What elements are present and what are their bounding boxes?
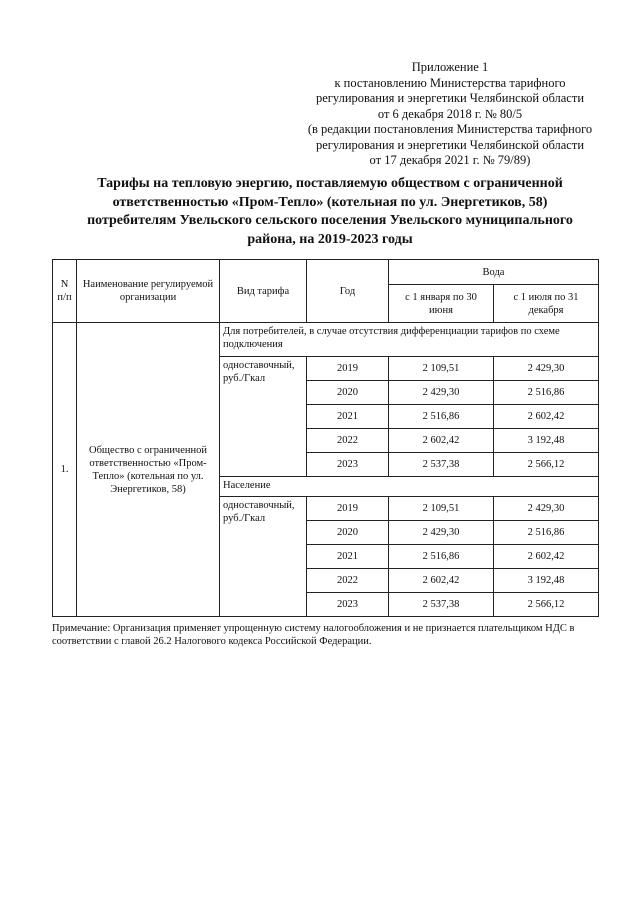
year-cell: 2021	[307, 405, 389, 429]
appendix-line: Приложение 1	[411, 60, 489, 74]
header-period-1: с 1 января по 30 июня	[389, 285, 494, 323]
value-h1: 2 516,86	[389, 545, 494, 569]
value-h2: 2 429,30	[494, 357, 599, 381]
value-h2: 2 516,86	[494, 381, 599, 405]
value-h2: 2 429,30	[494, 497, 599, 521]
year-cell: 2019	[307, 497, 389, 521]
value-h2: 2 602,42	[494, 405, 599, 429]
year-cell: 2023	[307, 453, 389, 477]
value-h1: 2 602,42	[389, 429, 494, 453]
section-label-2: Население	[220, 477, 599, 497]
header-organization: Наименование регулируемой организации	[77, 260, 220, 323]
document-title	[60, 175, 600, 249]
organization-name: Общество с ограниченной ответственностью «Пром-Тепло» (котельная по ул. Энергетиков, 58)	[77, 323, 220, 617]
title-line: Тарифы на тепловую энергию, поставляемую обществом с ограниченной	[97, 176, 563, 191]
tariff-type-1: одноставочный, руб./Гкал	[220, 357, 307, 477]
value-h2: 3 192,48	[494, 429, 599, 453]
appendix-line: регулирования и энергетики Челябинской области	[315, 137, 585, 152]
year-cell: 2019	[307, 357, 389, 381]
value-h1: 2 537,38	[389, 593, 494, 617]
appendix-line: от 6 декабря 2018 г. № 80/5	[377, 106, 523, 121]
title-line: ответственностью «Пром-Тепло» (котельная по ул. Энергетиков, 58)	[112, 194, 548, 210]
title-line: потребителям Увельского сельского поселения Увельского муниципального	[87, 213, 573, 228]
year-cell: 2022	[307, 569, 389, 593]
header-num: N п/п	[53, 260, 77, 323]
tariff-type-2: одноставочный, руб./Гкал	[220, 497, 307, 617]
appendix-line: (в редакции постановления Министерства тарифного	[307, 122, 593, 136]
value-h2: 2 566,12	[494, 453, 599, 477]
value-h1: 2 109,51	[389, 497, 494, 521]
header-year: Год	[307, 260, 389, 323]
value-h1: 2 429,30	[389, 381, 494, 405]
value-h2: 2 602,42	[494, 545, 599, 569]
title-line: района, на 2019-2023 годы	[247, 231, 413, 247]
year-cell: 2020	[307, 521, 389, 545]
appendix-block	[300, 60, 600, 169]
appendix-line: от 17 декабря 2021 г. № 79/89)	[369, 153, 531, 167]
tariffs-table	[52, 259, 599, 617]
year-cell: 2022	[307, 429, 389, 453]
year-cell: 2020	[307, 381, 389, 405]
footnote: Примечание: Организация применяет упрощенную систему налогообложения и не признается плательщиком НДС в соответствии с главой 26.2 Налогового кодекса Российской Федерации.	[52, 623, 575, 647]
value-h1: 2 429,30	[389, 521, 494, 545]
value-h1: 2 602,42	[389, 569, 494, 593]
section-label-1: Для потребителей, в случае отсутствия дифференциации тарифов по схеме подключения	[220, 323, 599, 357]
value-h1: 2 109,51	[389, 357, 494, 381]
year-cell: 2023	[307, 593, 389, 617]
year-cell: 2021	[307, 545, 389, 569]
value-h2: 3 192,48	[494, 569, 599, 593]
value-h1: 2 537,38	[389, 453, 494, 477]
value-h2: 2 566,12	[494, 593, 599, 617]
value-h1: 2 516,86	[389, 405, 494, 429]
header-tariff-type: Вид тарифа	[220, 260, 307, 323]
header-water: Вода	[389, 260, 599, 285]
row-number: 1.	[53, 323, 77, 617]
appendix-line: к постановлению Министерства тарифного	[334, 75, 566, 90]
value-h2: 2 516,86	[494, 521, 599, 545]
header-period-2: с 1 июля по 31 декабря	[494, 285, 599, 323]
appendix-line: регулирования и энергетики Челябинской области	[315, 91, 585, 105]
